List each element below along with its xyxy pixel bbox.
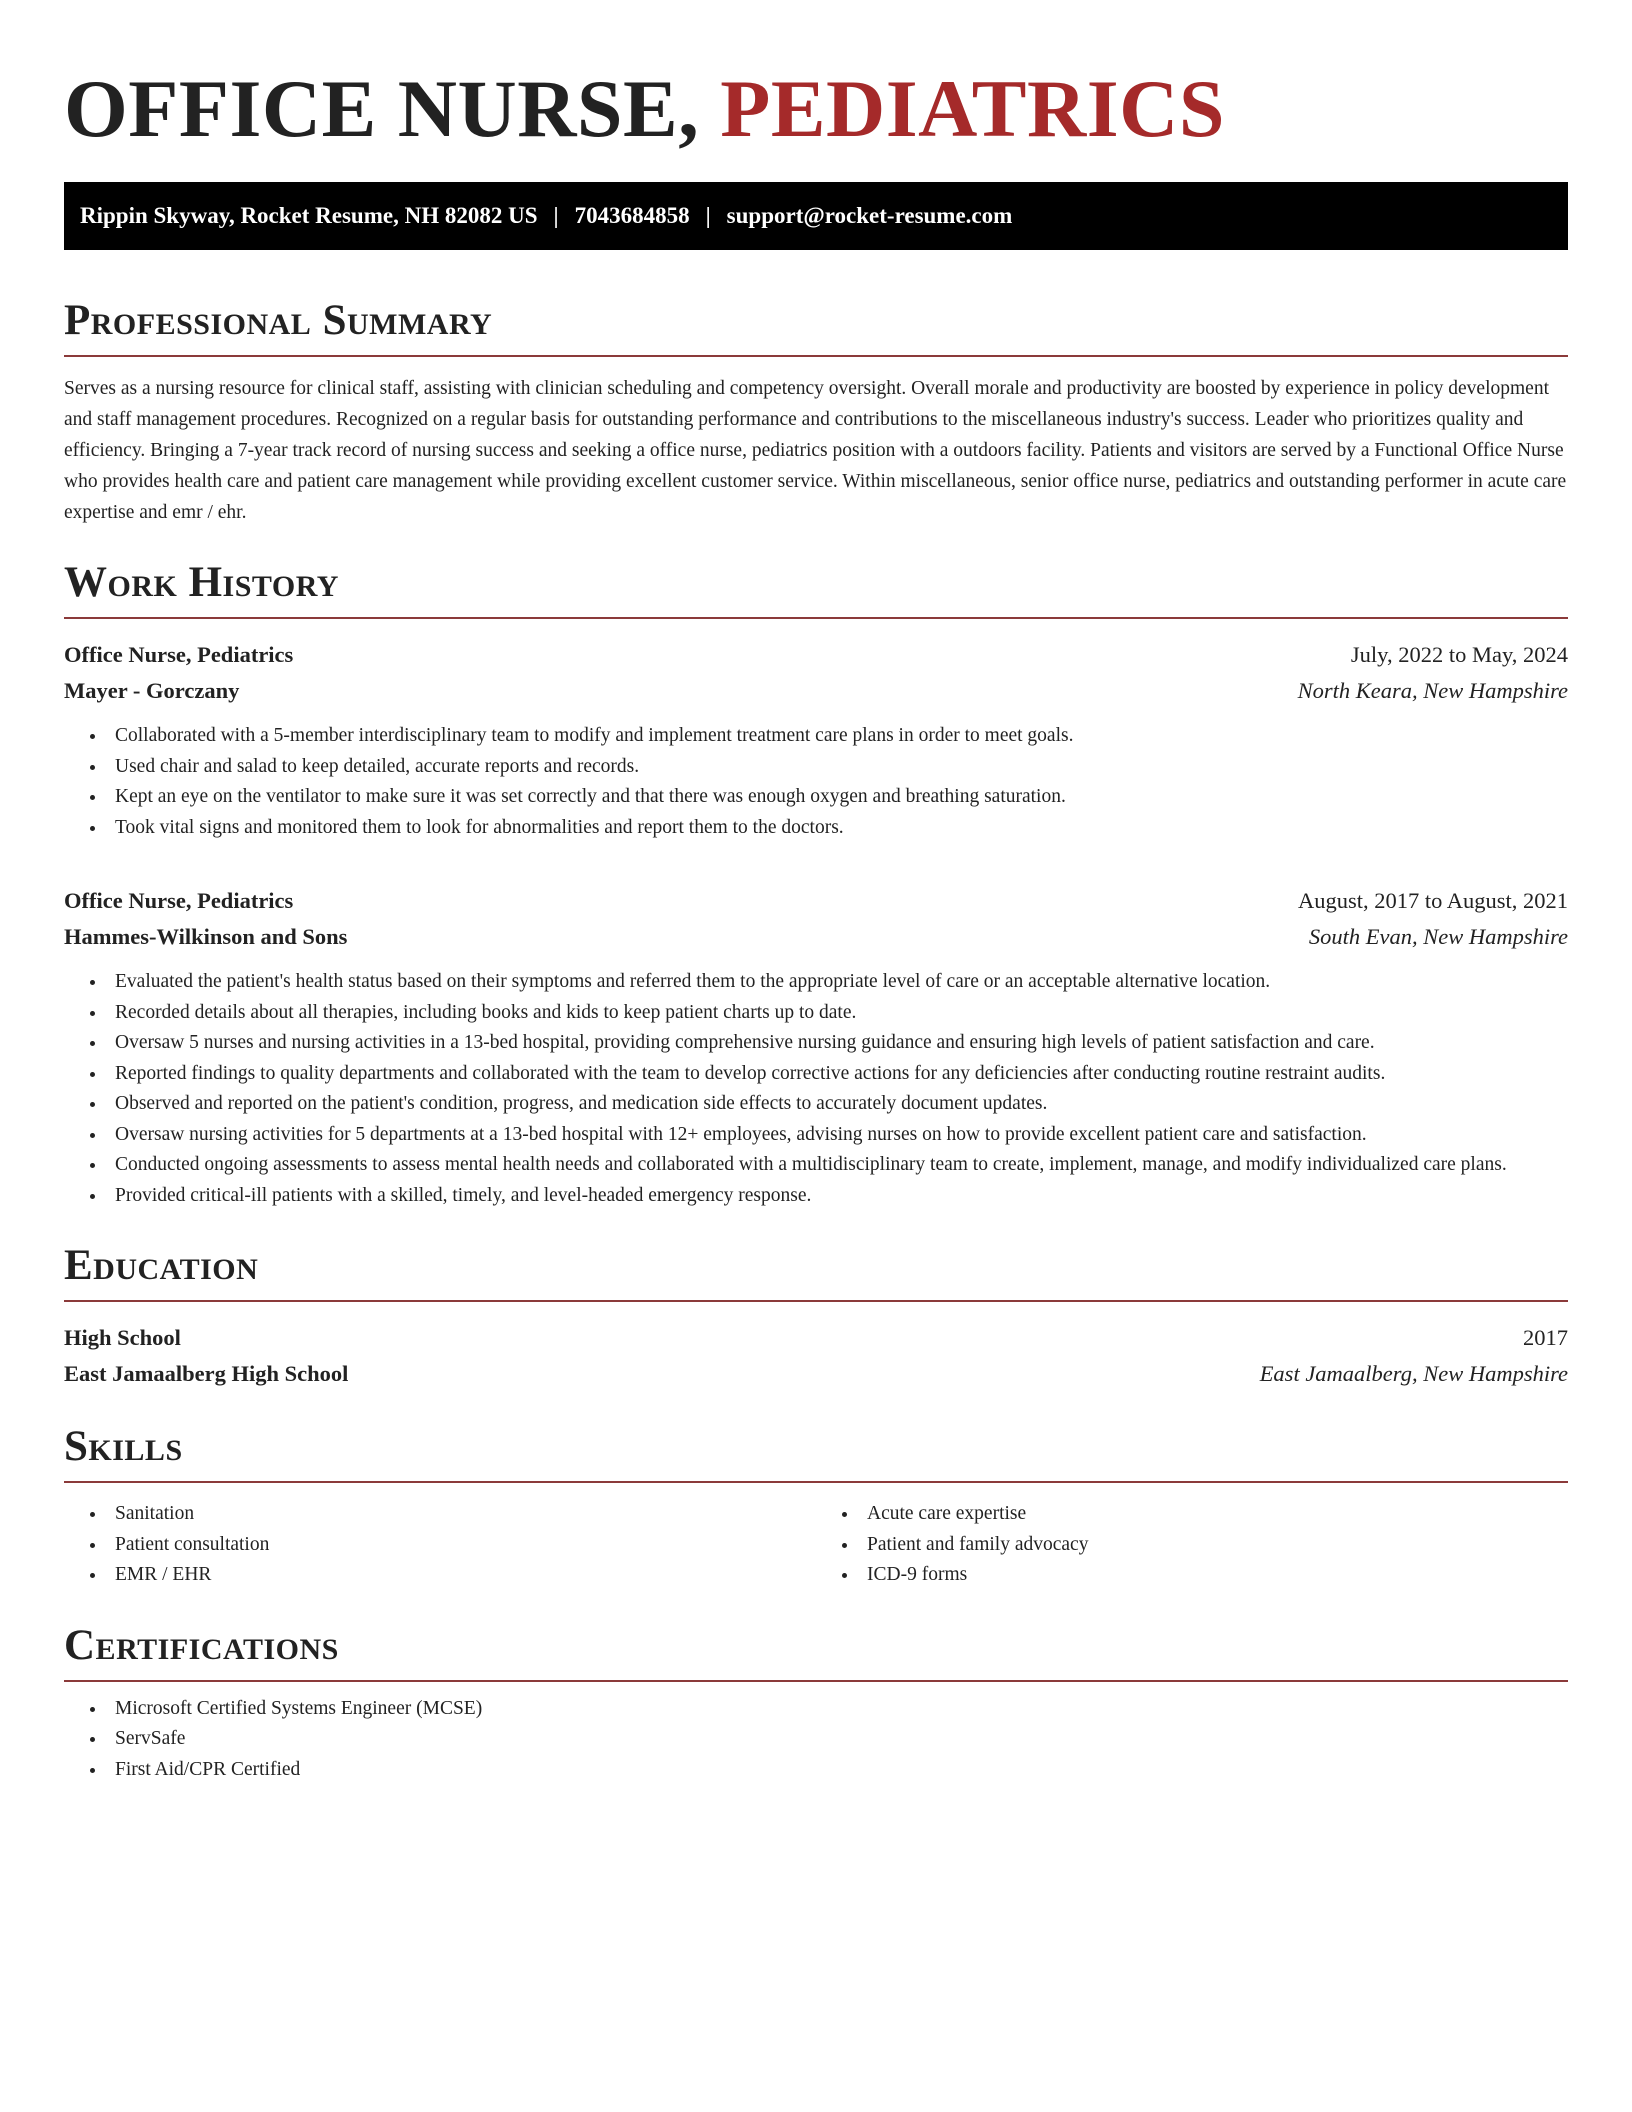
summary-heading: Professional Summary: [64, 296, 1568, 357]
skill-item: • EMR / EHR: [107, 1560, 816, 1591]
resume-title: [64, 63, 1568, 154]
education-entry: [64, 1320, 1568, 1392]
job-header: [64, 637, 1568, 673]
education-subheader: [64, 1356, 1568, 1392]
skills-heading: Skills: [64, 1422, 1568, 1483]
job-subheader: [64, 673, 1568, 709]
summary-text: Serves as a nursing resource for clinical staff, assisting with clinician scheduling and competency oversight. Overall morale and productivity are boosted by experience in policy development and staff management procedures. Recognized on a regular basis for outstanding performance and contributions to the miscellaneous industry's success. Leader who prioritizes quality and efficiency. Bringing a 7-year track record of nursing success and seeking a office nurse, pediatrics position with a outdoors facility. Patients and visitors are served by a Functional Office Nurse who provides health care and patient care management while providing excellent customer service. Within miscellaneous, senior office nurse, pediatrics and outstanding performer in acute care expertise and emr / ehr.: [64, 378, 1567, 523]
contact-separator: |: [553, 203, 559, 228]
job-bullets: [64, 721, 1568, 843]
skills-columns: [64, 1499, 1568, 1591]
job-bullet: • Kept an eye on the ventilator to make sure it was set correctly and that there was enough oxygen and breathing saturation.: [107, 782, 1568, 813]
work-history-section: [64, 558, 1568, 1211]
job-title: Office Nurse, Pediatrics: [64, 888, 294, 913]
certifications-heading: Certifications: [64, 1621, 1568, 1682]
skill-item: • Sanitation: [107, 1499, 816, 1530]
skills-section: [64, 1422, 1568, 1591]
contact-email: support@rocket-resume.com: [726, 203, 1013, 228]
job-entry: [64, 637, 1568, 843]
education-section: [64, 1241, 1568, 1392]
job-bullet: • Oversaw nursing activities for 5 departments at a 13-bed hospital with 12+ employees, advising nurses on how to provide excellent patient care and satisfaction.: [107, 1120, 1568, 1151]
job-bullet: • Collaborated with a 5-member interdisciplinary team to modify and implement treatment care plans in order to meet goals.: [107, 721, 1568, 752]
job-subheader: [64, 919, 1568, 955]
certification-item: • First Aid/CPR Certified: [107, 1755, 1568, 1786]
contact-address: Rippin Skyway, Rocket Resume, NH 82082 US: [80, 203, 538, 228]
job-header: [64, 883, 1568, 919]
certification-item: • Microsoft Certified Systems Engineer (MCSE): [107, 1694, 1568, 1725]
job-bullet: • Observed and reported on the patient's condition, progress, and medication side effects to accurately document updates.: [107, 1089, 1568, 1120]
title-main: OFFICE NURSE,: [64, 63, 700, 154]
job-dates: August, 2017 to August, 2021: [1297, 888, 1568, 913]
job-bullet: • Conducted ongoing assessments to assess mental health needs and collaborated with a multidisciplinary team to create, implement, manage, and modify individualized care plans.: [107, 1150, 1568, 1181]
certifications-list: [64, 1694, 1568, 1786]
job-bullet: • Reported findings to quality departments and collaborated with the team to develop corrective actions for any deficiencies after conducting routine restraint audits.: [107, 1059, 1568, 1090]
job-bullet: • Oversaw 5 nurses and nursing activities in a 13-bed hospital, providing comprehensive nursing guidance and ensuring high levels of patient satisfaction and care.: [107, 1028, 1568, 1059]
skill-item: • Acute care expertise: [859, 1499, 1568, 1530]
job-location: North Keara, New Hampshire: [1297, 678, 1568, 703]
education-heading: Education: [64, 1241, 1568, 1302]
skills-list-right: [816, 1499, 1568, 1591]
skill-item: • ICD-9 forms: [859, 1560, 1568, 1591]
job-company: Hammes-Wilkinson and Sons: [64, 924, 348, 949]
job-bullets: [64, 967, 1568, 1211]
job-title: Office Nurse, Pediatrics: [64, 642, 294, 667]
certification-item: • ServSafe: [107, 1724, 1568, 1755]
contact-separator: |: [705, 203, 711, 228]
education-location: East Jamaalberg, New Hampshire: [1259, 1361, 1568, 1386]
skill-item: • Patient and family advocacy: [859, 1530, 1568, 1561]
skill-item: • Patient consultation: [107, 1530, 816, 1561]
certifications-section: [64, 1621, 1568, 1786]
education-year: 2017: [1523, 1325, 1568, 1350]
job-entry: [64, 883, 1568, 1211]
education-degree: High School: [64, 1325, 181, 1350]
title-accent: PEDIATRICS: [720, 63, 1225, 154]
job-bullet: • Used chair and salad to keep detailed, accurate reports and records.: [107, 752, 1568, 783]
education-school: East Jamaalberg High School: [64, 1361, 349, 1386]
job-bullet: • Recorded details about all therapies, including books and kids to keep patient charts up to date.: [107, 998, 1568, 1029]
skills-list-left: [64, 1499, 816, 1591]
job-location: South Evan, New Hampshire: [1308, 924, 1568, 949]
job-dates: July, 2022 to May, 2024: [1350, 642, 1568, 667]
education-header: [64, 1320, 1568, 1356]
contact-phone: 7043684858: [574, 203, 690, 228]
job-bullet: • Provided critical-ill patients with a skilled, timely, and level-headed emergency response.: [107, 1181, 1568, 1212]
job-bullet: • Evaluated the patient's health status based on their symptoms and referred them to the appropriate level of care or an acceptable alternative location.: [107, 967, 1568, 998]
summary-section: [64, 296, 1568, 528]
job-company: Mayer - Gorczany: [64, 678, 240, 703]
work-history-heading: Work History: [64, 558, 1568, 619]
contact-bar: [64, 182, 1568, 250]
job-bullet: • Took vital signs and monitored them to look for abnormalities and report them to the doctors.: [107, 813, 1568, 844]
